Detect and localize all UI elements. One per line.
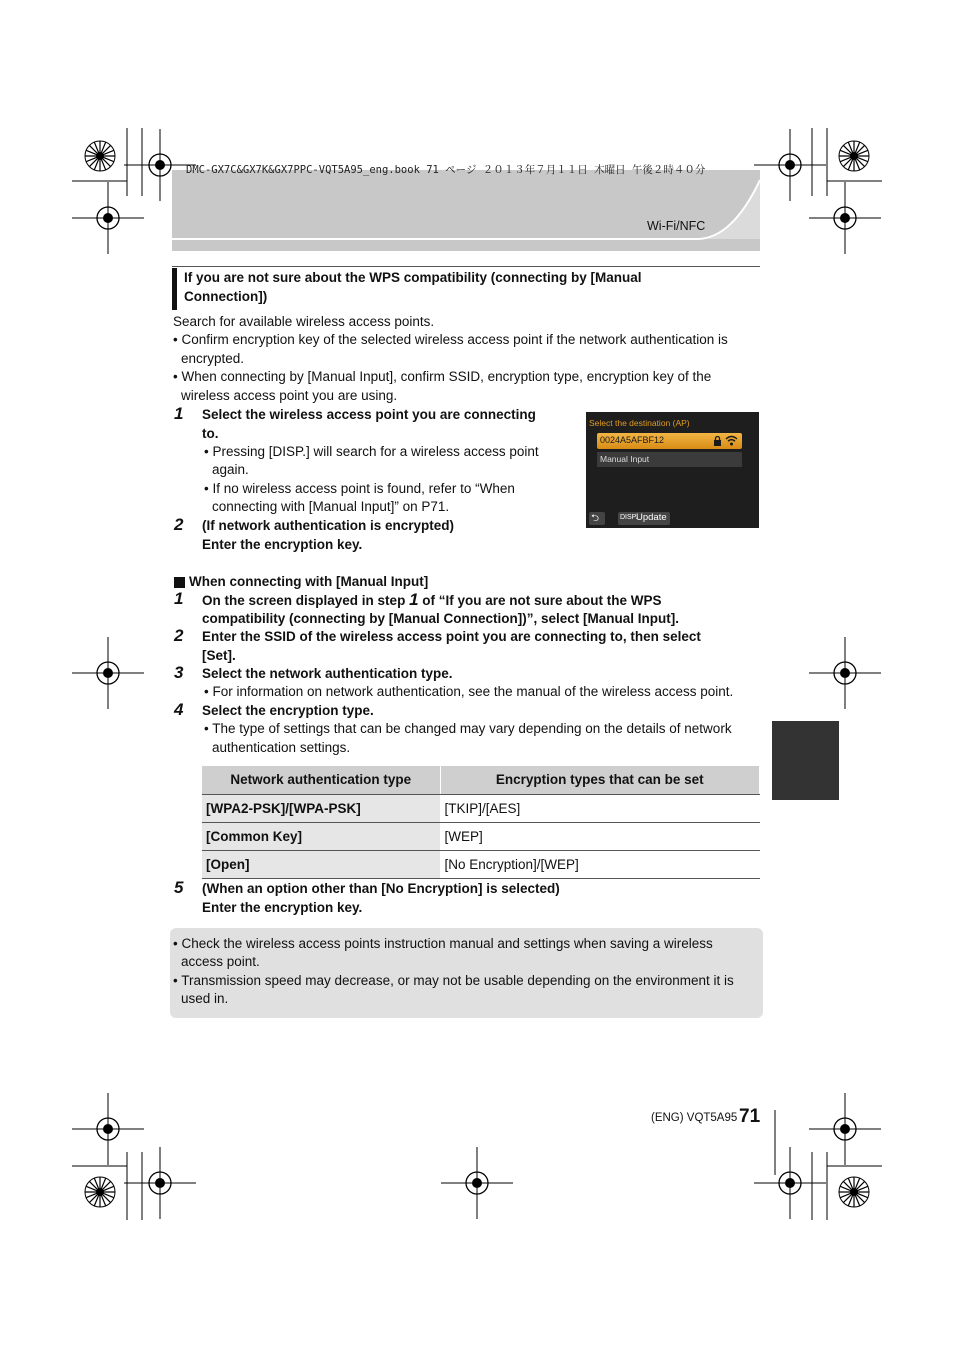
camera-update-button (618, 512, 670, 525)
m-step4-bullet: • The type of settings that can be changed may vary depending on the details of network (204, 721, 732, 736)
section-heading-line1: If you are not sure about the WPS compatibility (connecting by [Manual (184, 270, 642, 285)
step1-line1: Select the wireless access point you are connecting (202, 407, 536, 422)
camera-update-label: Update (636, 512, 667, 523)
camera-manual-item (597, 452, 742, 467)
camera-back-button (589, 512, 605, 525)
manual-section-title: When connecting with [Manual Input] (189, 574, 429, 589)
bullet-1-line1: Confirm encryption key of the selected wireless access point if the network authentication is (181, 332, 728, 347)
step-number: 2 (174, 626, 184, 645)
print-header: DMC-GX7C&GX7K&GX7PPC-VQT5A95_eng.book 71 ページ ２０１３年７月１１日 木曜日 午後２時４０分 (186, 164, 706, 176)
step2-line2: Enter the encryption key. (202, 537, 363, 552)
m-step3-bullet: • For information on network authentication, see the manual of the wireless access point. (204, 684, 734, 699)
step2-line1: (If network authentication is encrypted) (202, 518, 455, 533)
m-step2-line2: [Set]. (202, 648, 236, 663)
m-step1-post: of “If you are not sure about the WPS (418, 593, 662, 608)
table-header-cell: Network authentication type (202, 766, 440, 794)
table-cell: [Common Key] (202, 822, 440, 850)
note-1-cont: access point. (181, 954, 260, 969)
note-2: • Transmission speed may decrease, or may not be usable depending on the environment it is (173, 973, 734, 988)
m-step4-line1: Select the encryption type. (202, 703, 374, 718)
wifi-icon (725, 435, 738, 446)
bullet-2-line1: When connecting by [Manual Input], confirm SSID, encryption type, encryption key of the (181, 369, 712, 384)
note-1-line1: Check the wireless access points instruction manual and settings when saving a wireless (181, 936, 713, 951)
step1-bullet2-cont: connecting with [Manual Input]” on P71. (212, 499, 450, 514)
camera-title: Select the destination (AP) (589, 418, 690, 428)
m-step3-bullet-text: For information on network authentication, see the manual of the wireless access point. (212, 684, 734, 699)
m-step1-ref: 1 (409, 590, 419, 609)
camera-disp-label: DISP. (620, 514, 638, 521)
table-header-cell: Encryption types that can be set (440, 766, 760, 794)
lock-icon (713, 436, 722, 446)
intro-text: Search for available wireless access points. (173, 314, 435, 329)
m-step5-line2: Enter the encryption key. (202, 900, 363, 915)
bullet-1-cont: encrypted. (181, 351, 245, 366)
m-step1-line2: compatibility (connecting by [Manual Connection])”, select [Manual Input]. (202, 611, 680, 626)
m-step4-bullet-cont: authentication settings. (212, 740, 351, 755)
step-number: 5 (174, 878, 184, 897)
camera-screen (586, 412, 759, 528)
m-step5-line1: (When an option other than [No Encryption] is selected) (202, 881, 560, 896)
step-number: 1 (174, 589, 184, 608)
camera-ap-ssid: 0024A5AFBF12 (600, 435, 665, 445)
note-2-line1: Transmission speed may decrease, or may not be usable depending on the environment it is (181, 973, 734, 988)
section-heading-line2: Connection]) (184, 289, 268, 304)
step1-line2: to. (202, 426, 219, 441)
page-number: 71 (739, 1106, 761, 1127)
step-number: 1 (174, 404, 184, 423)
step-number: 2 (174, 515, 184, 534)
step-number: 4 (174, 700, 184, 719)
square-bullet-icon (174, 577, 185, 588)
note-2-cont: used in. (181, 991, 229, 1006)
m-step2-line1: Enter the SSID of the wireless access point you are connecting to, then select (202, 629, 701, 644)
note-1: • Check the wireless access points instruction manual and settings when saving a wireless (173, 936, 713, 951)
table-cell: [WEP] (440, 822, 760, 850)
step1-bullet1: • Pressing [DISP.] will search for a wireless access point (204, 444, 539, 459)
heading-rule (172, 266, 760, 267)
footer-code: (ENG) VQT5A95 (651, 1112, 738, 1124)
step-number: 3 (174, 663, 184, 682)
side-section-tab (772, 721, 839, 800)
table-cell: [TKIP]/[AES] (440, 794, 760, 822)
table-row (202, 850, 760, 878)
heading-bar (172, 268, 177, 310)
header-band (172, 170, 762, 252)
table-row (202, 822, 760, 850)
camera-ap-item (597, 433, 742, 449)
camera-manual-label: Manual Input (600, 454, 650, 464)
table-cell: [WPA2-PSK]/[WPA-PSK] (202, 794, 440, 822)
m-step1-line1 (202, 591, 662, 611)
table-row (202, 794, 760, 822)
step1-bullet1-text: Pressing [DISP.] will search for a wireless access point (212, 444, 539, 459)
step1-bullet1-cont: again. (212, 462, 249, 477)
encryption-table (202, 766, 760, 879)
table-cell: [Open] (202, 850, 440, 878)
section-tab-label: Wi-Fi/NFC (647, 219, 706, 233)
m-step1-pre: On the screen displayed in step (202, 593, 410, 608)
step1-bullet2-text: If no wireless access point is found, refer to “When (212, 481, 515, 496)
m-step4-bullet-text: The type of settings that can be changed may vary depending on the details of network (212, 721, 732, 736)
m-step3-line1: Select the network authentication type. (202, 666, 453, 681)
table-cell: [No Encryption]/[WEP] (440, 850, 760, 878)
step1-bullet2: • If no wireless access point is found, refer to “When (204, 481, 515, 496)
bullet-2: • When connecting by [Manual Input], confirm SSID, encryption type, encryption key of the (173, 369, 712, 384)
back-arrow-icon: ⮌ (591, 513, 600, 524)
bullet-2-cont: wireless access point you are using. (181, 388, 398, 403)
table-header-row (202, 766, 760, 794)
bullet-1: • Confirm encryption key of the selected wireless access point if the network authentication is (173, 332, 728, 347)
